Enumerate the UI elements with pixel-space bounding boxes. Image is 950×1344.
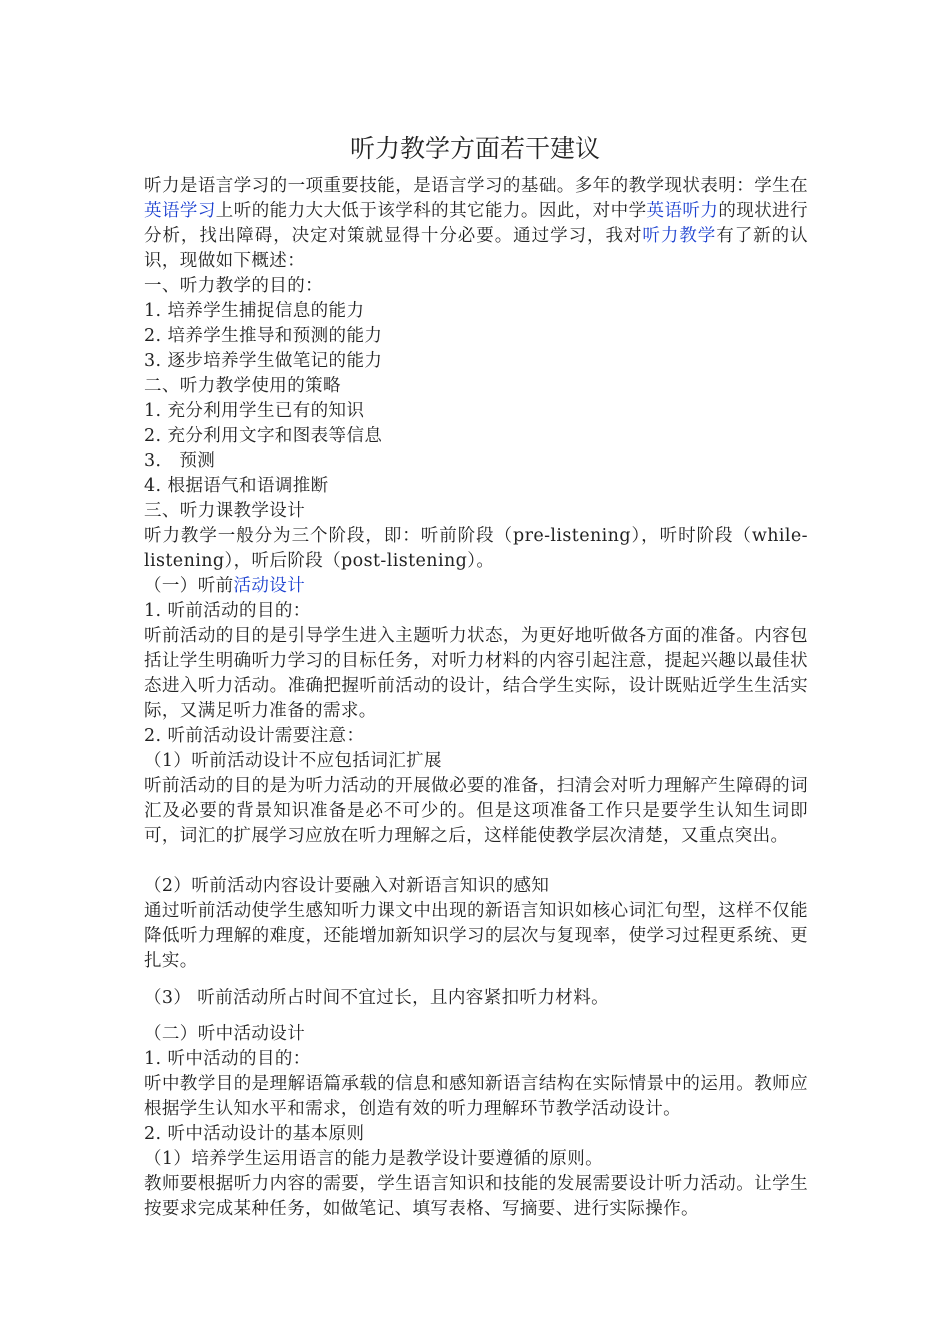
section-1-heading: 一、听力教学的目的： — [144, 276, 323, 296]
pre-note-1-text: 听前活动的目的是为听力活动的开展做必要的准备，扫清会对听力理解产生障碍的词汇及必要的背景知识准备是必不可少的。但是这项准备工作只是要学生认知生词即可，词汇的扩展学习应放在听力理解之后，这样能使教学层次清楚，又重点突出。 — [144, 776, 808, 846]
pre-listening-purpose-text: 听前活动的目的是引导学生进入主题听力状态，为更好地听做各方面的准备。内容包括让学生明确听力学习的目标任务，对听力材料的内容引起注意，提起兴趣以最佳状态进入听力活动。准确把握听前活动的设计，结合学生实际，设计既贴近学生生活实际，又满足听力准备的需求。 — [144, 626, 808, 721]
link-english-listening[interactable]: 英语听力 — [646, 201, 719, 221]
section-2-heading: 二、听力教学使用的策略 — [144, 376, 341, 396]
while-principle-1-heading: （1）培养学生运用语言的能力是教学设计要遵循的原则。 — [144, 1149, 604, 1169]
while-listening-purpose-text: 听中教学目的是理解语篇承载的信息和感知新语言结构在实际情景中的运用。教师应根据学生认知水平和需求，创造有效的听力理解环节教学活动设计。 — [144, 1074, 808, 1119]
pre-listening-notes-heading: 2. 听前活动设计需要注意： — [144, 726, 365, 746]
pre-note-1-heading: （1）听前活动设计不应包括词汇扩展 — [144, 751, 442, 771]
section-2-item: 4. 根据语气和语调推断 — [144, 476, 329, 496]
intro-paragraph — [144, 174, 808, 274]
section-2-item: 1. 充分利用学生已有的知识 — [144, 401, 365, 421]
section-1-item: 2. 培养学生推导和预测的能力 — [144, 326, 383, 346]
pre-note-2-heading: （2）听前活动内容设计要融入对新语言知识的感知 — [144, 876, 550, 896]
pre-note-2-text: 通过听前活动使学生感知听力课文中出现的新语言知识如核心词汇句型，这样不仅能降低听力理解的难度，还能增加新知识学习的层次与复现率，使学习过程更系统、更扎实。 — [144, 901, 808, 971]
pre-listening-heading — [144, 574, 844, 599]
link-listening-teaching[interactable]: 听力教学 — [642, 226, 717, 246]
pre-heading-text: （一）听前 — [144, 576, 234, 596]
intro-text-3: 的现状进行分析，找出障碍，决定对策就显得十分必要。通过学习，我对 — [144, 201, 808, 246]
while-listening-heading: （二）听中活动设计 — [144, 1024, 306, 1044]
link-activity-design[interactable]: 活动设计 — [233, 576, 306, 596]
intro-text-4: 有了新的认识，现做如下概述： — [144, 226, 808, 271]
section-1-item: 1. 培养学生捕捉信息的能力 — [144, 301, 365, 321]
section-3-heading: 三、听力课教学设计 — [144, 501, 306, 521]
intro-text-1: 听力是语言学习的一项重要技能，是语言学习的基础。多年的教学现状表明：学生在 — [144, 176, 808, 196]
pre-listening-purpose-heading: 1. 听前活动的目的： — [144, 601, 311, 621]
document-title: 听力教学方面若干建议 — [349, 134, 600, 163]
section-2-item: 3． 预测 — [144, 451, 216, 471]
while-listening-purpose-heading: 1. 听中活动的目的： — [144, 1049, 311, 1069]
intro-text-2: 上听的能力大大低于该学科的其它能力。因此，对中学 — [215, 201, 647, 221]
section-2-item: 2. 充分利用文字和图表等信息 — [144, 426, 383, 446]
pre-note-3-heading: （3） 听前活动所占时间不宜过长，且内容紧扣听力材料。 — [144, 988, 609, 1008]
stages-paragraph: 听力教学一般分为三个阶段，即：听前阶段（pre-listening），听时阶段（while-listening），听后阶段（post-listening）。 — [144, 526, 808, 571]
link-english-learning[interactable]: 英语学习 — [144, 201, 216, 221]
while-principle-1-text: 教师要根据听力内容的需要，学生语言知识和技能的发展需要设计听力活动。让学生按要求完成某种任务，如做笔记、填写表格、写摘要、进行实际操作。 — [144, 1174, 808, 1219]
section-1-item: 3. 逐步培养学生做笔记的能力 — [144, 351, 383, 371]
while-listening-principles-heading: 2. 听中活动设计的基本原则 — [144, 1124, 365, 1144]
